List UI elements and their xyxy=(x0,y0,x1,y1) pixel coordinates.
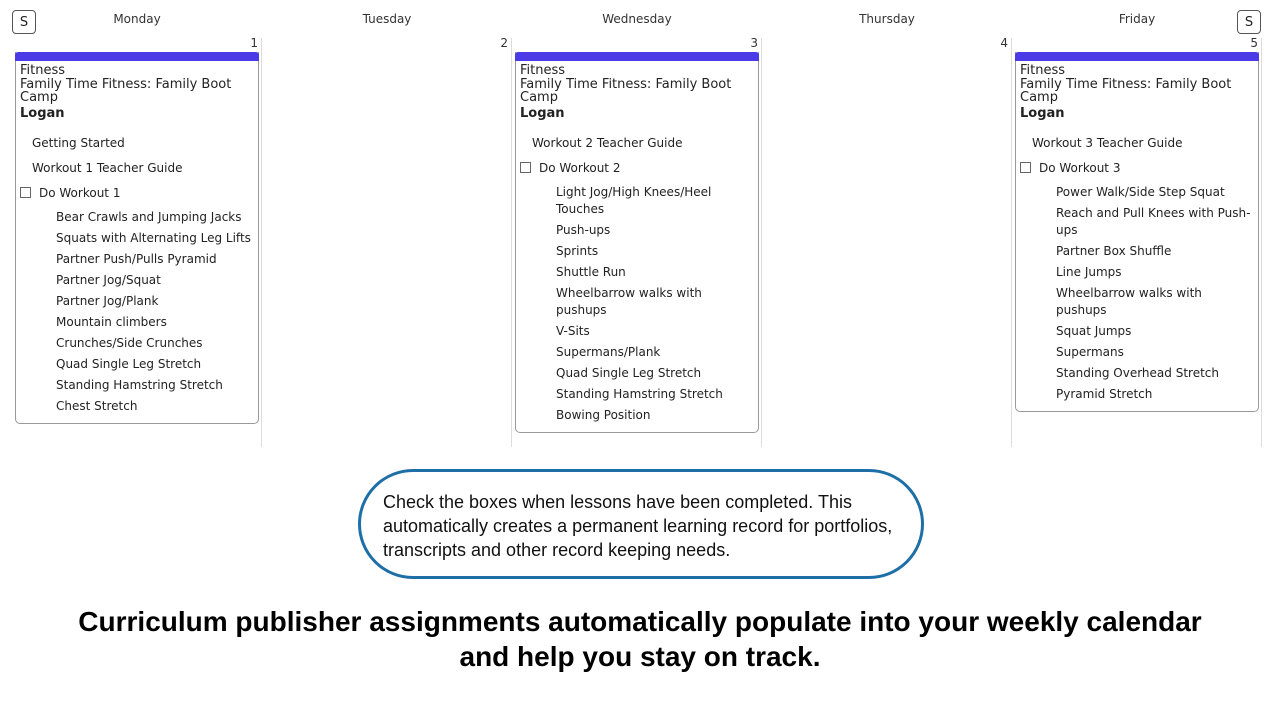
lesson-task[interactable] xyxy=(516,159,758,184)
workout-step: Power Walk/Side Step Squat xyxy=(1056,185,1225,199)
workout-step: Squat Jumps xyxy=(1056,324,1132,338)
workout-step: Light Jog/High Knees/Heel Touches xyxy=(556,185,712,216)
lesson-link[interactable]: Workout 3 Teacher Guide xyxy=(1032,136,1183,150)
workout-step: Wheelbarrow walks with pushups xyxy=(556,286,702,317)
day-column-thursday xyxy=(762,0,1012,447)
prev-week-button[interactable]: S xyxy=(12,10,36,34)
marketing-headline: Curriculum publisher assignments automatically populate into your weekly calendar and help you stay on track. xyxy=(78,606,1202,672)
workout-step: Wheelbarrow walks with pushups xyxy=(1056,286,1202,317)
day-name: Monday xyxy=(113,12,161,26)
lesson-link[interactable]: Workout 2 Teacher Guide xyxy=(532,136,683,150)
workout-step: Bowing Position xyxy=(556,408,651,422)
workout-step: Standing Hamstring Stretch xyxy=(56,378,223,392)
card-student: Logan xyxy=(1020,105,1065,121)
task-label: Do Workout 2 xyxy=(539,161,621,175)
workout-step: Supermans xyxy=(1056,345,1124,359)
card-course: Family Time Fitness: Family Boot Camp xyxy=(520,76,732,105)
card-subject: Fitness xyxy=(1020,63,1066,78)
completion-checkbox[interactable] xyxy=(520,162,531,173)
day-number: 2 xyxy=(500,36,508,50)
card-header xyxy=(16,61,258,120)
workout-step: Squats with Alternating Leg Lifts xyxy=(56,231,251,245)
completion-checkbox[interactable] xyxy=(1020,162,1031,173)
card-subject: Fitness xyxy=(520,63,566,78)
workout-step: Quad Single Leg Stretch xyxy=(56,357,202,371)
card-header xyxy=(516,61,758,120)
next-week-button[interactable]: S xyxy=(1237,10,1261,34)
day-number: 5 xyxy=(1250,36,1258,50)
workout-step: Partner Jog/Squat xyxy=(56,273,161,287)
workout-step: Bear Crawls and Jumping Jacks xyxy=(56,210,242,224)
lesson-link[interactable]: Workout 1 Teacher Guide xyxy=(32,161,183,175)
card-student: Logan xyxy=(520,105,565,121)
subject-color-bar xyxy=(1015,52,1259,61)
completion-checkbox[interactable] xyxy=(20,187,31,198)
assignment-card[interactable] xyxy=(515,52,759,433)
card-header xyxy=(1016,61,1258,120)
workout-step: Chest Stretch xyxy=(56,399,138,413)
day-number: 3 xyxy=(750,36,758,50)
assignment-card[interactable] xyxy=(1015,52,1259,412)
workout-step: Push-ups xyxy=(556,223,611,237)
workout-step: Line Jumps xyxy=(1056,265,1122,279)
day-name: Friday xyxy=(1118,12,1156,26)
day-name: Tuesday xyxy=(362,12,412,26)
card-course: Family Time Fitness: Family Boot Camp xyxy=(1020,76,1232,105)
workout-step: Sprints xyxy=(556,244,599,258)
workout-step: Quad Single Leg Stretch xyxy=(556,366,702,380)
workout-step: V-Sits xyxy=(556,324,590,338)
column-divider xyxy=(1261,38,1262,447)
assignment-card[interactable] xyxy=(15,52,259,424)
day-number: 4 xyxy=(1000,36,1008,50)
card-subject: Fitness xyxy=(20,63,66,78)
day-column-friday xyxy=(1012,0,1262,447)
day-column-monday xyxy=(12,0,262,447)
workout-step: Partner Box Shuffle xyxy=(1056,244,1172,258)
info-callout xyxy=(358,469,924,579)
callout-text: Check the boxes when lessons have been completed. This automatically creates a permanent learning record for portfolios, transcripts and other record keeping needs. xyxy=(383,492,893,560)
task-label: Do Workout 1 xyxy=(39,186,121,200)
day-name: Wednesday xyxy=(602,12,672,26)
lesson-task[interactable] xyxy=(1016,159,1258,184)
workout-step: Crunches/Side Crunches xyxy=(56,336,203,350)
day-name: Thursday xyxy=(859,12,915,26)
workout-step: Shuttle Run xyxy=(556,265,626,279)
lesson-list xyxy=(16,134,258,415)
workout-step: Partner Jog/Plank xyxy=(56,294,159,308)
workout-step: Standing Hamstring Stretch xyxy=(556,387,723,401)
subject-color-bar xyxy=(515,52,759,61)
workout-step: Standing Overhead Stretch xyxy=(1056,366,1219,380)
workout-step: Mountain climbers xyxy=(56,315,167,329)
subject-color-bar xyxy=(15,52,259,61)
workout-step: Partner Push/Pulls Pyramid xyxy=(56,252,217,266)
task-label: Do Workout 3 xyxy=(1039,161,1121,175)
lesson-link[interactable]: Getting Started xyxy=(32,136,125,150)
card-student: Logan xyxy=(20,105,65,121)
day-column-wednesday xyxy=(512,0,762,447)
workout-step: Reach and Pull Knees with Push-ups xyxy=(1056,206,1251,237)
workout-step: Supermans/Plank xyxy=(556,345,661,359)
day-number: 1 xyxy=(250,36,258,50)
lesson-list xyxy=(1016,134,1258,403)
workout-step: Pyramid Stretch xyxy=(1056,387,1153,401)
card-course: Family Time Fitness: Family Boot Camp xyxy=(20,76,232,105)
day-column-tuesday xyxy=(262,0,512,447)
lesson-list xyxy=(516,134,758,424)
lesson-task[interactable] xyxy=(16,184,258,209)
